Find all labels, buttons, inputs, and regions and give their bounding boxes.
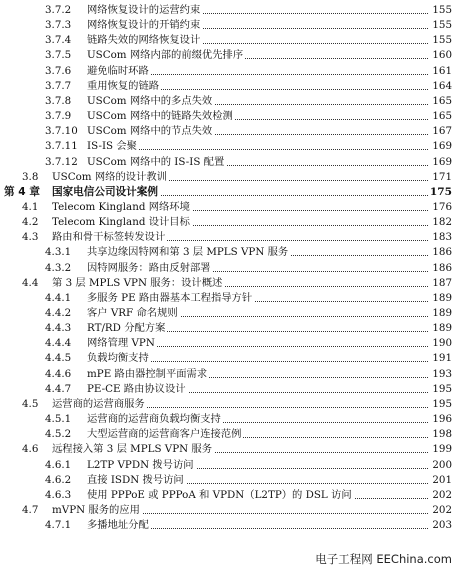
toc-row (0, 63, 456, 79)
toc-section-number: 3.7.11 (45, 140, 78, 153)
toc-page-number: 169 (432, 140, 452, 153)
toc-page-number: 189 (432, 307, 452, 319)
toc-entry-title: 避免临时环路 (87, 64, 149, 77)
toc-page-number: 165 (432, 94, 452, 107)
toc-page-number: 176 (432, 200, 452, 213)
toc-entry-title: 网络管理 VPN (87, 337, 155, 350)
toc-row (0, 17, 456, 33)
toc-entry-title: 使用 PPPoE 或 PPPoA 和 VPDN（L2TP）的 DSL 访问 (87, 488, 352, 501)
toc-entry-title: 大型运营商的运营商客户连接范例 (87, 428, 242, 441)
toc-entry-title: Telecom Kingland 网络环境 (52, 200, 190, 213)
toc-page-number: 191 (432, 352, 452, 365)
toc-page-number: 155 (432, 19, 452, 32)
toc-page-number: 165 (432, 110, 452, 123)
toc-page-number: 167 (432, 125, 452, 138)
toc-row (0, 32, 456, 48)
toc-section-number: 4.6 (22, 443, 39, 456)
toc-row (0, 472, 456, 488)
toc-section-number: 4.3 (22, 231, 39, 244)
toc-entry-title: 网络恢复设计的运营约束 (87, 4, 201, 16)
toc-entry-title: USCom 网络内部的前缀优先排序 (87, 49, 244, 62)
toc-page-number: 200 (432, 458, 452, 471)
toc-entry-title: RT/RD 分配方案 (87, 322, 166, 335)
toc-section-number: 4.4.1 (45, 291, 72, 304)
toc-entry-title: mVPN 服务的应用 (52, 503, 140, 516)
toc-section-number: 3.7.2 (45, 4, 72, 16)
toc-entry-title: 国家电信公司设计案例 (52, 185, 158, 198)
toc-section-number: 4.7 (22, 503, 39, 516)
toc-chapter-row (0, 184, 456, 200)
toc-page-number: 201 (432, 473, 452, 486)
toc-section-number: 4.4.5 (45, 352, 72, 365)
toc-entry-title: 直接 ISDN 拨号访问 (87, 473, 184, 486)
toc-row (0, 457, 456, 473)
toc-page-number: 195 (432, 382, 452, 395)
toc-section-number: 4.6.2 (45, 473, 72, 486)
toc-entry-title: 客户 VRF 命名规则 (87, 307, 178, 319)
toc-entry-title: 远程接入第 3 层 MPLS VPN 服务 (52, 443, 213, 456)
toc-row (0, 366, 456, 382)
toc-section-number: 3.7.8 (45, 94, 72, 107)
toc-page-number: 187 (432, 276, 452, 289)
toc-entry-title: 网络恢复设计的开销约束 (87, 19, 201, 32)
toc-entry-title: 运营商的运营商负载均衡支持 (87, 413, 221, 426)
toc-section-number: 3.7.3 (45, 19, 72, 32)
toc-section-number: 4.6.1 (45, 458, 72, 471)
toc-entry-title: L2TP VPDN 拨号访问 (87, 458, 194, 471)
toc-row (0, 275, 456, 291)
toc-entry-title: IS-IS 会聚 (87, 140, 137, 153)
toc-entry-title: 共享边缘因特网和第 3 层 MPLS VPN 服务 (87, 246, 289, 259)
toc-row (0, 305, 456, 321)
toc-page-number: 171 (432, 170, 452, 183)
toc-page-number: 202 (432, 503, 452, 516)
toc-section-number: 4.3.2 (45, 261, 72, 274)
toc-row (0, 138, 456, 154)
toc-entry-title: 第 3 层 MPLS VPN 服务：设计概述 (52, 276, 223, 289)
toc-entry-title: 因特网服务：路由反射部署 (87, 261, 211, 274)
watermark: 电子工程网 EEChina.com (315, 552, 452, 566)
toc-row (0, 290, 456, 306)
toc-row (0, 381, 456, 397)
toc-row (0, 487, 456, 503)
toc-entry-title: PE-CE 路由协议设计 (87, 382, 186, 395)
toc-page-number: 193 (432, 367, 452, 380)
toc-page-number: 164 (432, 79, 452, 92)
toc-section-number: 4.5 (22, 397, 39, 410)
toc-entry-title: USCom 网络中的多点失效 (87, 94, 213, 107)
toc-page-number: 186 (432, 246, 452, 259)
toc-row (0, 350, 456, 366)
toc-page-number: 189 (432, 322, 452, 335)
toc-section-number: 3.7.9 (45, 110, 72, 123)
toc-row (0, 214, 456, 230)
toc-row (0, 396, 456, 412)
toc-section-number: 3.8 (22, 170, 39, 183)
toc-page-number: 175 (429, 185, 452, 198)
toc-page-number: 195 (432, 397, 452, 410)
toc-page-number: 189 (432, 291, 452, 304)
toc-row (0, 78, 456, 94)
toc-section-number: 4.4 (22, 276, 39, 289)
toc-row (0, 517, 456, 533)
toc-row (0, 199, 456, 215)
toc-page-number: 196 (432, 413, 452, 426)
toc-row (0, 108, 456, 124)
toc-row (0, 2, 456, 18)
toc-row (0, 441, 456, 457)
toc-row (0, 93, 456, 109)
toc-page-number: 199 (432, 443, 452, 456)
toc-section-number: 3.7.7 (45, 79, 72, 92)
toc-entry-title: USCom 网络中的节点失效 (87, 125, 213, 138)
toc-page-number: 202 (432, 488, 452, 501)
toc-section-number: 4.5.2 (45, 428, 72, 441)
toc-row (0, 426, 456, 442)
toc-page-number: 155 (432, 4, 452, 16)
toc-page-number: 155 (432, 34, 452, 47)
toc-section-number: 3.7.10 (45, 125, 78, 138)
toc-page-number: 160 (432, 49, 452, 62)
toc-entry-title: 多服务 PE 路由器基本工程指导方针 (87, 291, 253, 304)
toc-section-number: 4.5.1 (45, 413, 72, 426)
toc-section-number: 4.6.3 (45, 488, 72, 501)
toc-page-number: 183 (432, 231, 452, 244)
toc-row (0, 154, 456, 170)
toc-entry-title: 链路失效的网络恢复设计 (87, 34, 201, 47)
toc-section-number: 第 4 章 (4, 185, 40, 198)
toc-entry-title: USCom 网络的设计教训 (52, 170, 167, 183)
toc-entry-title: 路由和骨干标签转发设计 (52, 231, 166, 244)
toc-entry-title: USCom 网络中的 IS-IS 配置 (87, 155, 225, 168)
toc-entry-title: 负载均衡支持 (87, 352, 149, 365)
toc-row (0, 335, 456, 351)
toc-entry-title: Telecom Kingland 设计目标 (52, 216, 190, 229)
toc-section-number: 3.7.5 (45, 49, 72, 62)
toc-page-number: 198 (432, 428, 452, 441)
toc-section-number: 4.4.7 (45, 382, 72, 395)
toc-entry-title: USCom 网络中的链路失效检测 (87, 110, 233, 123)
toc-entry-title: mPE 路由器控制平面需求 (87, 367, 208, 380)
toc-row (0, 260, 456, 276)
toc-section-number: 4.7.1 (45, 519, 72, 532)
toc-row (0, 123, 456, 139)
toc-entry-title: 重用恢复的链路 (87, 79, 160, 92)
toc-page-number: 186 (432, 261, 452, 274)
toc-page-number: 161 (432, 64, 452, 77)
toc-page-number: 190 (432, 337, 452, 350)
toc-row (0, 244, 456, 260)
toc-row (0, 229, 456, 245)
toc-section-number: 4.4.6 (45, 367, 72, 380)
toc-row (0, 411, 456, 427)
toc-page-number: 203 (432, 519, 452, 532)
toc-row (0, 47, 456, 63)
toc-section-number: 3.7.6 (45, 64, 72, 77)
toc-section-number: 4.4.3 (45, 322, 72, 335)
toc-section-number: 4.2 (22, 216, 39, 229)
toc-section-number: 4.4.4 (45, 337, 72, 350)
toc-page-number: 169 (432, 155, 452, 168)
toc-section-number: 3.7.12 (45, 155, 78, 168)
toc-row (0, 502, 456, 518)
toc-section-number: 4.4.2 (45, 307, 72, 319)
toc-entry-title: 运营商的运营商服务 (52, 397, 145, 410)
toc-row (0, 169, 456, 185)
toc-section-number: 4.3.1 (45, 246, 72, 259)
toc-section-number: 3.7.4 (45, 34, 72, 47)
toc-page-number: 182 (432, 216, 452, 229)
toc-section-number: 4.1 (22, 200, 39, 213)
toc-row (0, 320, 456, 336)
toc-entry-title: 多播地址分配 (87, 519, 149, 532)
